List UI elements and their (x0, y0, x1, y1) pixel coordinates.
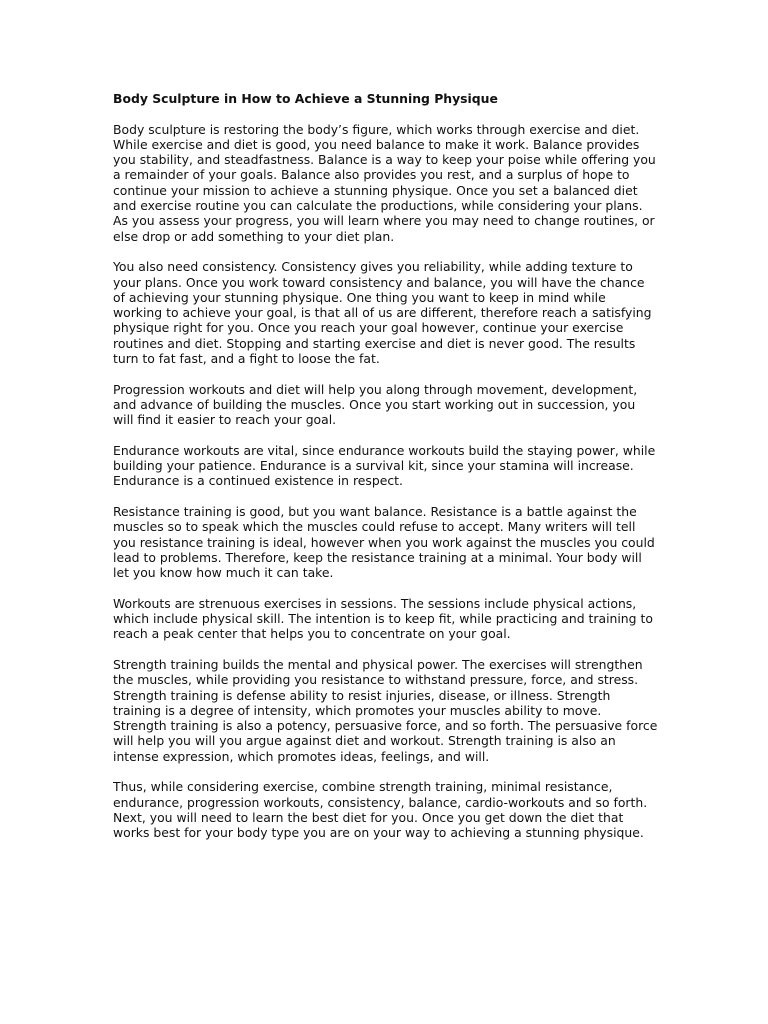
paragraph-workouts: Workouts are strenuous exercises in sessions. The sessions include physical actions, which include physical skill. The intention is to keep fit, while practicing and training to reach a peak center that helps you to concentrate on your goal. (113, 595, 653, 642)
document-title: Body Sculpture in How to Achieve a Stunning Physique (113, 91, 498, 106)
paragraph-conclusion: Thus, while considering exercise, combine strength training, minimal resistance, endurance, progression workouts, consistency, balance, cardio-workouts and so forth. Next, you will need to learn the best diet for you. Once you get down the diet that works best for your body type you are on your way to achieving a stunning physique. (113, 779, 648, 841)
paragraph-progression: Progression workouts and diet will help you along through movement, development, and advance of building the muscles. Once you start working out in succession, you will find it easier to reach your goal. (113, 381, 638, 428)
paragraph-endurance: Endurance workouts are vital, since endurance workouts build the staying power, while building your patience. Endurance is a survival kit, since your stamina will increase. Endurance is a continued existence in respect. (113, 442, 656, 489)
paragraph-consistency: You also need consistency. Consistency gives you reliability, while adding texture to your plans. Once you work toward consistency and balance, you will have the chance of achieving your stunning physique. One thing you want to keep in mind while working to achieve your goal, is that all of us are different, therefore reach a satisfying physique right for you. Once you reach your goal however, continue your exercise routines and diet. Stopping and starting exercise and diet is never good. The results turn to fat fast, and a fight to loose the fat. (113, 259, 652, 367)
paragraph-strength: Strength training builds the mental and physical power. The exercises will strengthen the muscles, while providing you resistance to withstand pressure, force, and stress. Strength training is defense ability to resist injuries, disease, or illness. Strength training is a degree of intensity, which promotes your muscles ability to move. Strength training is also a potency, persuasive force, and so forth. The persuasive force will help you will you argue against diet and workout. Strength training is also an intense expression, which promotes ideas, feelings, and will. (113, 656, 658, 764)
paragraph-balance: Body sculpture is restoring the body’s figure, which works through exercise and diet. While exercise and diet is good, you need balance to make it work. Balance provides you stability, and steadfastness. Balance is a way to keep your poise while offering you a remainder of your goals. Balance also provides you rest, and a surplus of hope to continue your mission to achieve a stunning physique. Once you set a balanced diet and exercise routine you can calculate the productions, while considering your plans. As you assess your progress, you will learn where you may need to change routines, or else drop or add something to your diet plan. (113, 121, 656, 244)
document-body (113, 91, 658, 841)
paragraph-resistance: Resistance training is good, but you want balance. Resistance is a battle against the muscles so to speak which the muscles could refuse to accept. Many writers will tell you resistance training is ideal, however when you work against the muscles you could lead to problems. Therefore, keep the resistance training at a minimal. Your body will let you know how much it can take. (113, 504, 655, 581)
